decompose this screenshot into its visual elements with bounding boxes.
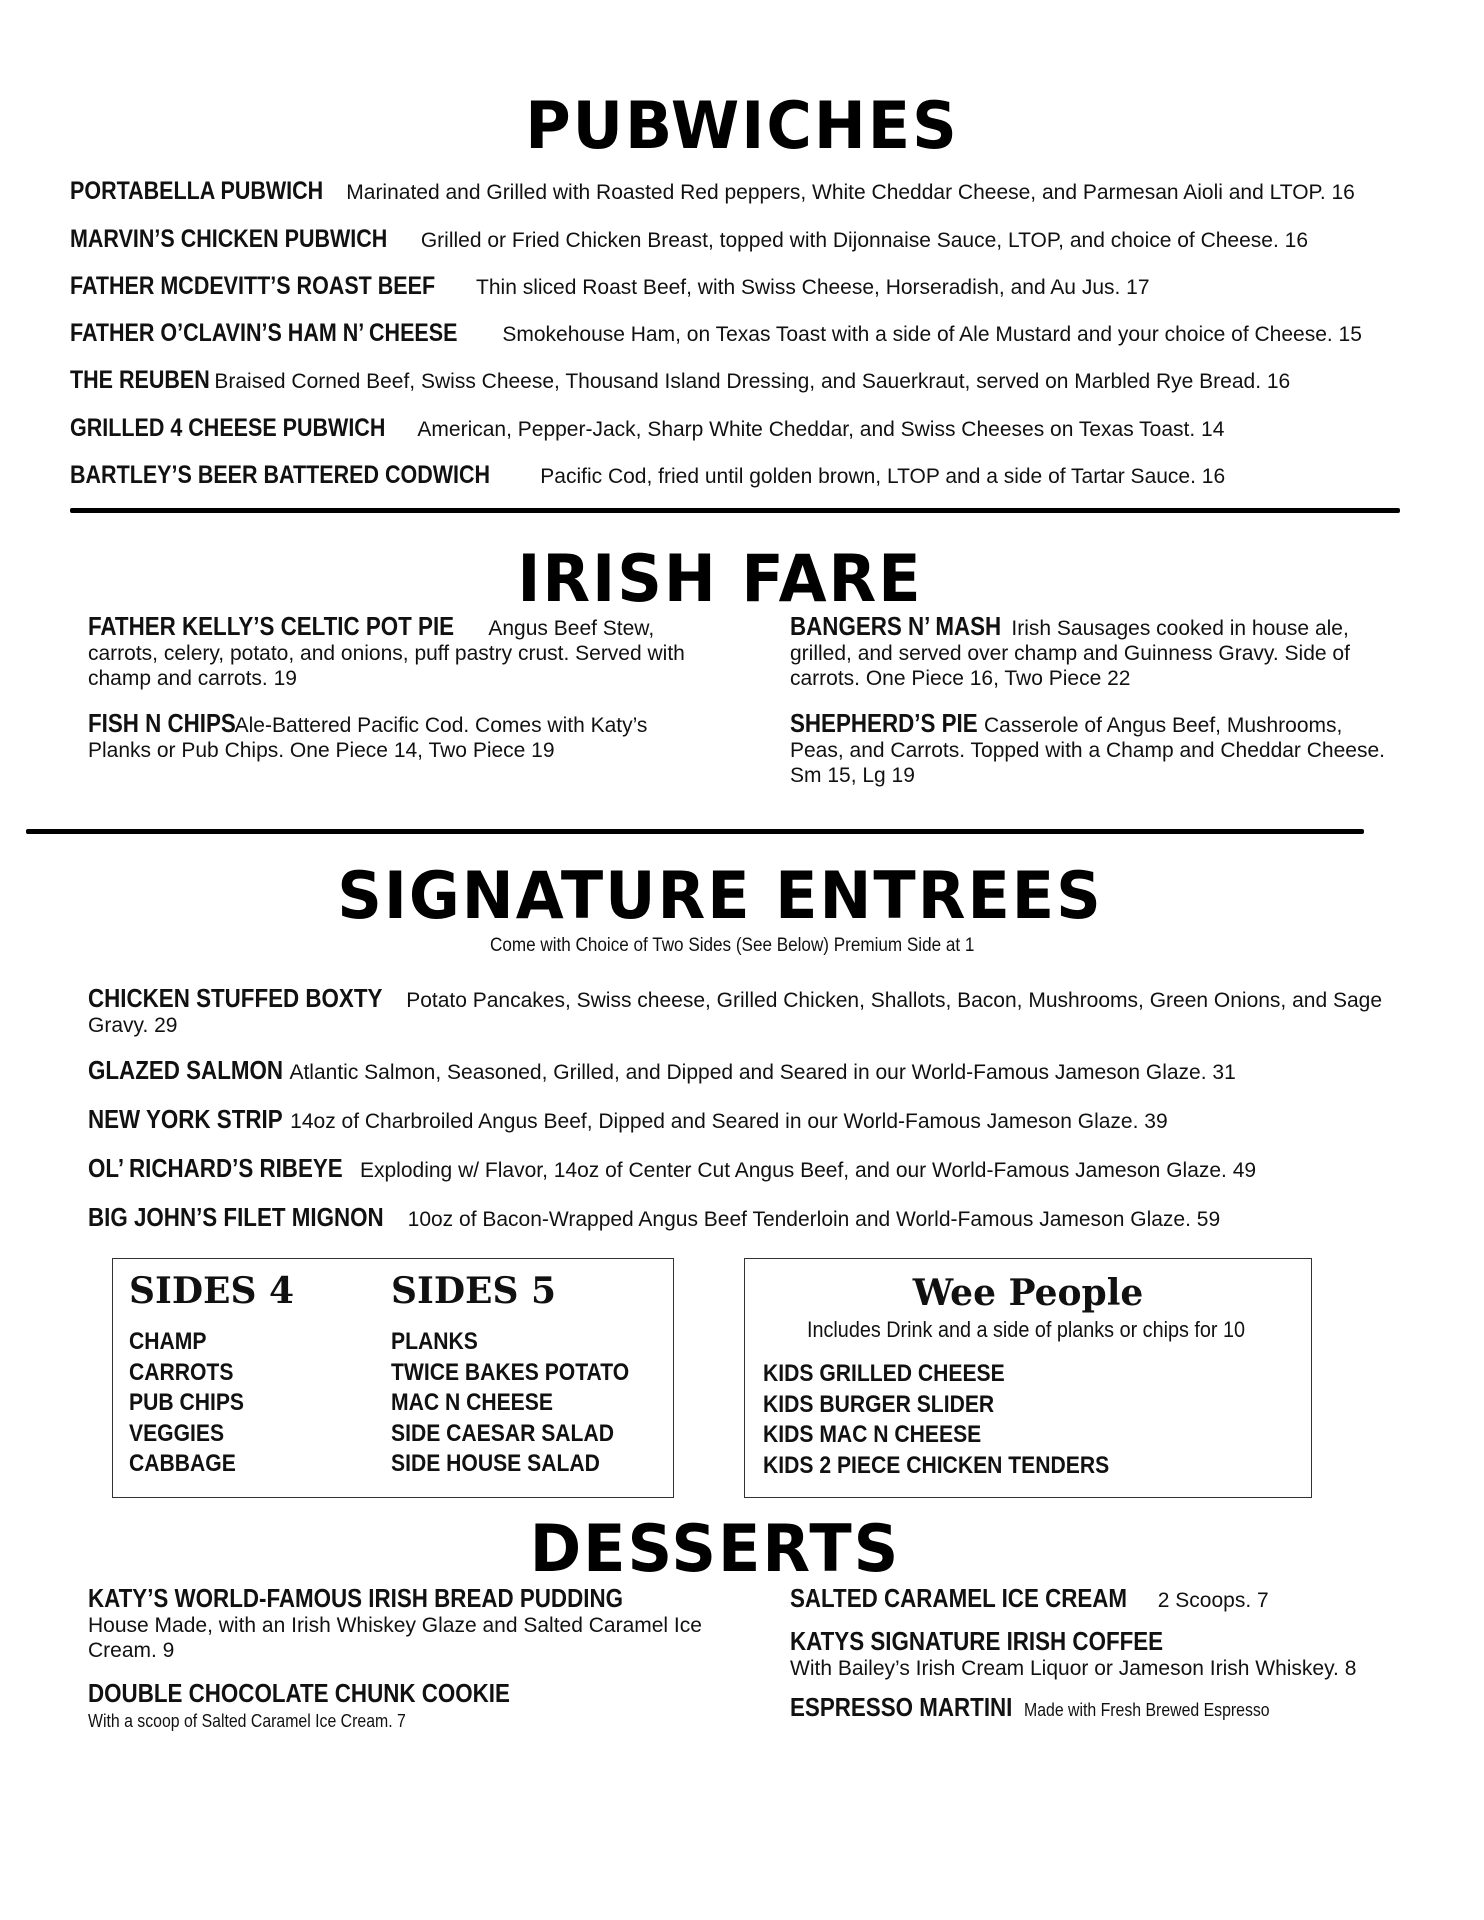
desserts-heading: DESSERTS: [529, 1510, 901, 1587]
item-desc: American, Pepper-Jack, Sharp White Cheddar, and Swiss Cheeses on Texas Toast. 14: [417, 418, 1225, 441]
wee-people-box: [744, 1258, 1312, 1498]
list-item: SIDE HOUSE SALAD: [391, 1450, 600, 1477]
list-item: CHAMP: [129, 1328, 207, 1355]
menu-item: [790, 1692, 1410, 1723]
item-name: MARVIN’S CHICKEN PUBWICH: [70, 225, 388, 253]
list-item: TWICE BAKES POTATO: [391, 1358, 630, 1386]
item-name: FATHER KELLY’S CELTIC POT PIE: [88, 611, 455, 641]
desserts-right-column: [790, 1583, 1410, 1723]
item-name: PORTABELLA PUBWICH: [70, 177, 324, 205]
item-name: NEW YORK STRIP: [88, 1104, 283, 1134]
item-desc: 2 Scoops. 7: [1157, 1589, 1269, 1612]
item-name: FATHER MCDEVITT’S ROAST BEEF: [70, 272, 436, 300]
menu-item: [790, 611, 1390, 691]
item-name: SHEPHERD’S PIE: [790, 708, 978, 738]
section-divider: [26, 829, 1364, 834]
item-name: BIG JOHN’S FILET MIGNON: [88, 1202, 384, 1232]
pubwiches-heading: PUBWICHES: [525, 87, 959, 164]
signature-entrees-list: [88, 983, 1388, 1232]
item-desc: Thin sliced Roast Beef, with Swiss Cheese, Horseradish, and Au Jus. 17: [476, 276, 1150, 299]
irish-fare-right-column: [790, 611, 1390, 788]
wee-people-list: [763, 1359, 1156, 1481]
item-name: FISH N CHIPS: [88, 708, 236, 738]
menu-item: [88, 1104, 1388, 1134]
item-name: KATY’S WORLD-FAMOUS IRISH BREAD PUDDING: [88, 1583, 623, 1613]
menu-item: [790, 708, 1390, 788]
list-item: KIDS 2 PIECE CHICKEN TENDERS: [763, 1451, 1110, 1479]
menu-item: [790, 1626, 1410, 1681]
irish-fare-heading: IRISH FARE: [517, 540, 923, 617]
item-desc: With a scoop of Salted Caramel Ice Cream. 7: [88, 1711, 406, 1731]
item-name: BARTLEY’S BEER BATTERED CODWICH: [70, 461, 491, 489]
item-desc: 10oz of Bacon-Wrapped Angus Beef Tenderloin and World-Famous Jameson Glaze. 59: [407, 1208, 1221, 1231]
list-item: MAC N CHEESE: [391, 1389, 553, 1416]
sides-5-list: [391, 1327, 662, 1480]
menu-item: [70, 320, 1362, 348]
item-name: ESPRESSO MARTINI: [790, 1692, 1013, 1722]
item-desc: Exploding w/ Flavor, 14oz of Center Cut Angus Beef, and our World-Famous Jameson Glaze. 49: [360, 1159, 1257, 1182]
menu-item: [88, 1678, 708, 1734]
item-desc: With Bailey’s Irish Cream Liquor or Jameson Irish Whiskey. 8: [790, 1657, 1357, 1680]
item-desc: Pacific Cod, fried until golden brown, LTOP and a side of Tartar Sauce. 16: [540, 465, 1226, 488]
menu-item: [70, 273, 1150, 301]
item-name: GRILLED 4 CHEESE PUBWICH: [70, 414, 386, 442]
menu-item: [88, 1202, 1388, 1232]
menu-item: [70, 415, 1224, 443]
item-desc: Marinated and Grilled with Roasted Red peppers, White Cheddar Cheese, and Parmesan Aioli and LTOP. 16: [346, 181, 1355, 204]
item-desc: Potato Pancakes, Swiss cheese, Grilled Chicken, Shallots, Bacon, Mushrooms, Green Onions, and Sage Gravy. 29: [88, 989, 1383, 1037]
irish-fare-left-column: [88, 611, 698, 763]
menu-item: [88, 1583, 708, 1663]
desserts-left-column: [88, 1583, 708, 1734]
item-name: OL’ RICHARD’S RIBEYE: [88, 1153, 343, 1183]
sides-4-heading: SIDES 4: [129, 1270, 295, 1312]
item-name: DOUBLE CHOCOLATE CHUNK COOKIE: [88, 1678, 510, 1708]
signature-entrees-heading: SIGNATURE ENTREES: [337, 857, 1103, 934]
menu-item: [88, 1055, 1388, 1085]
list-item: KIDS GRILLED CHEESE: [763, 1360, 1005, 1387]
list-item: VEGGIES: [129, 1419, 225, 1447]
item-desc: 14oz of Charbroiled Angus Beef, Dipped and Seared in our World-Famous Jameson Glaze. 39: [290, 1110, 1168, 1133]
sides-5-heading: SIDES 5: [391, 1270, 557, 1312]
wee-people-note: Includes Drink and a side of planks or chips for 10: [807, 1317, 1246, 1342]
menu-item: [88, 983, 1388, 1038]
item-name: GLAZED SALMON: [88, 1055, 284, 1085]
menu-item: [88, 708, 698, 763]
item-desc: Angus Beef Stew, carrots, celery, potato, and onions, puff pastry crust. Served with champ and carrots. 19: [88, 617, 685, 690]
item-desc: Irish Sausages cooked in house ale, grilled, and served over champ and Guinness Gravy. Side of carrots. One Piece 16, Two Piece 22: [790, 617, 1350, 690]
item-desc: Ale-Battered Pacific Cod. Comes with Katy’s Planks or Pub Chips. One Piece 14, Two Piece 19: [88, 714, 648, 762]
menu-item: [88, 1153, 1388, 1183]
menu-item: [70, 226, 1308, 254]
menu-item: [88, 611, 698, 691]
list-item: PUB CHIPS: [129, 1389, 245, 1416]
list-item: CARROTS: [129, 1358, 234, 1386]
item-desc: Atlantic Salmon, Seasoned, Grilled, and Dipped and Seared in our World-Famous Jameson Glaze. 31: [289, 1061, 1236, 1084]
item-name: SALTED CARAMEL ICE CREAM: [790, 1583, 1128, 1613]
list-item: SIDE CAESAR SALAD: [391, 1419, 614, 1447]
sides-4-list: [129, 1327, 260, 1480]
item-desc: Smokehouse Ham, on Texas Toast with a side of Ale Mustard and your choice of Cheese. 15: [502, 323, 1362, 346]
menu-item: [70, 367, 1290, 395]
item-desc: Made with Fresh Brewed Espresso: [1024, 1700, 1271, 1720]
item-name: FATHER O’CLAVIN’S HAM N’ CHEESE: [70, 319, 458, 347]
item-desc: Braised Corned Beef, Swiss Cheese, Thousand Island Dressing, and Sauerkraut, served on Marbled Rye Bread. 16: [214, 370, 1291, 393]
menu-item: [790, 1583, 1410, 1613]
item-desc: Casserole of Angus Beef, Mushrooms, Peas, and Carrots. Topped with a Champ and Cheddar Cheese. Sm 15, Lg 19: [790, 714, 1385, 787]
list-item: KIDS MAC N CHEESE: [763, 1421, 982, 1448]
item-desc: House Made, with an Irish Whiskey Glaze and Salted Caramel Ice Cream. 9: [88, 1614, 702, 1662]
item-name: CHICKEN STUFFED BOXTY: [88, 983, 383, 1013]
item-name: BANGERS N’ MASH: [790, 611, 1002, 641]
menu-item: [70, 178, 1355, 206]
item-name: THE REUBEN: [70, 366, 210, 394]
section-divider: [70, 508, 1400, 513]
list-item: CABBAGE: [129, 1450, 236, 1477]
wee-people-heading: Wee People: [912, 1272, 1144, 1314]
list-item: KIDS BURGER SLIDER: [763, 1390, 995, 1418]
sides-box: [112, 1258, 674, 1498]
list-item: PLANKS: [391, 1328, 478, 1355]
signature-subtitle: Come with Choice of Two Sides (See Below) Premium Side at 1: [490, 935, 975, 956]
menu-item: [70, 462, 1225, 490]
item-desc: Grilled or Fried Chicken Breast, topped with Dijonnaise Sauce, LTOP, and choice of Cheese. 16: [420, 229, 1309, 252]
item-name: KATYS SIGNATURE IRISH COFFEE: [790, 1626, 1164, 1656]
